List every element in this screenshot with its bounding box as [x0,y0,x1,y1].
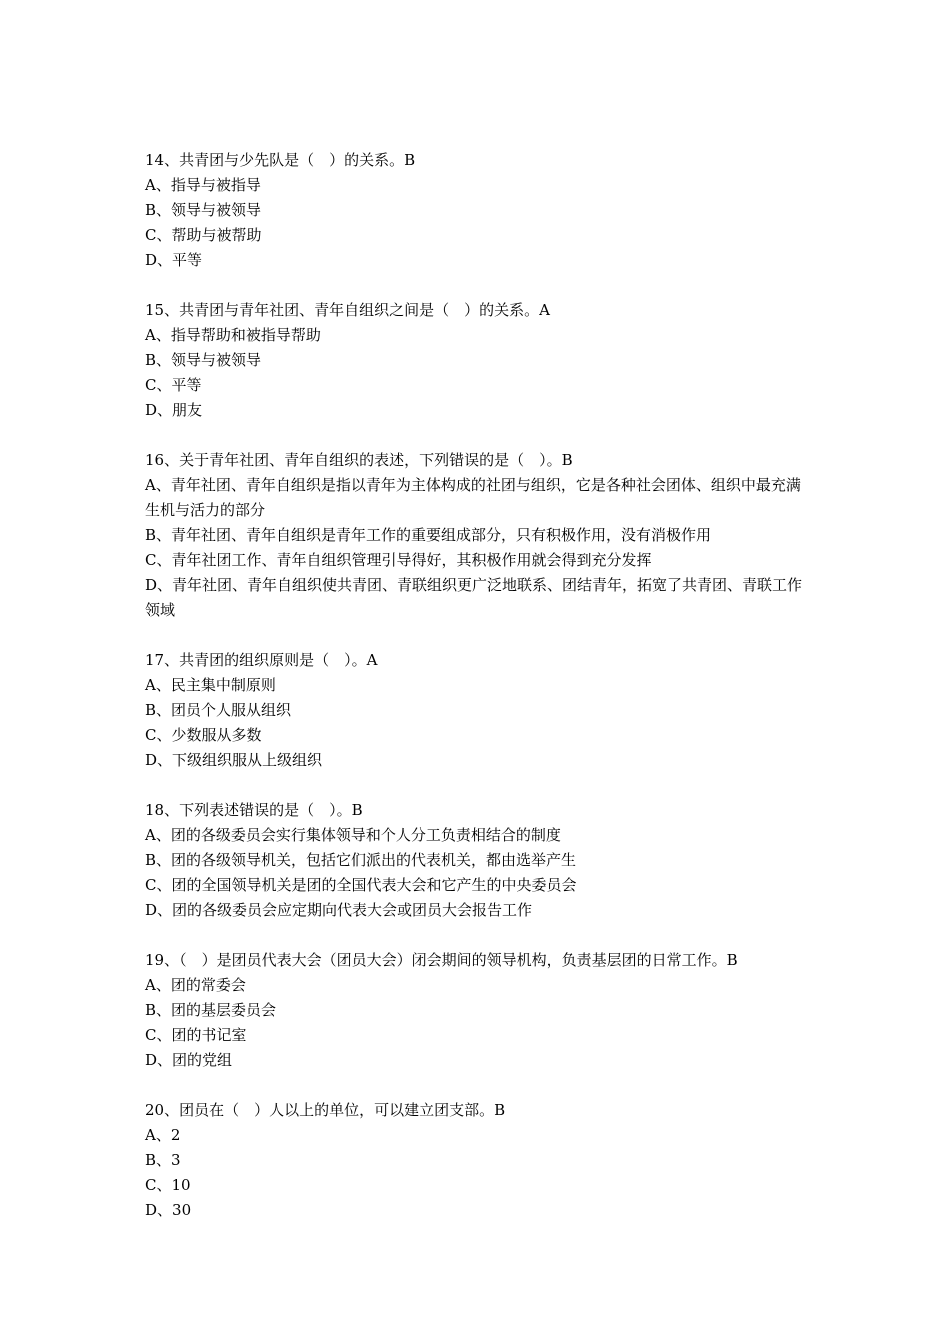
option-d: D、下级组织服从上级组织 [145,751,323,769]
option-b: B、领导与被领导 [145,351,262,369]
option-a: A、团的常委会 [145,976,246,994]
question-20 [145,1098,810,1223]
question-17 [145,648,810,773]
question-stem: 19、（ ）是团员代表大会（团员大会）闭会期间的领导机构，负责基层团的日常工作。B [145,951,738,969]
question-stem: 14、共青团与少先队是（ ）的关系。B [145,151,416,169]
option-a: A、2 [145,1126,181,1144]
option-c: C、帮助与被帮助 [145,226,262,244]
option-b: B、领导与被领导 [145,201,262,219]
question-stem: 20、团员在（ ）人以上的单位，可以建立团支部。B [145,1101,506,1119]
option-a: A、指导帮助和被指导帮助 [145,326,321,344]
option-b: B、团的各级领导机关，包括它们派出的代表机关，都由选举产生 [145,851,577,869]
question-stem: 18、下列表述错误的是（ ）。B [145,801,363,819]
option-b: B、团的基层委员会 [145,1001,277,1019]
question-16 [145,448,810,623]
question-19 [145,948,810,1073]
option-a: A、青年社团、青年自组织是指以青年为主体构成的社团与组织，它是各种社会团体、组织中最充满生机与活力的部分 [145,476,801,519]
option-a: A、指导与被指导 [145,176,261,194]
option-c: C、团的书记室 [145,1026,247,1044]
option-d: D、30 [145,1201,192,1219]
question-stem: 17、共青团的组织原则是（ ）。A [145,651,378,669]
question-stem: 16、关于青年社团、青年自组织的表述，下列错误的是（ ）。B [145,451,573,469]
option-c: C、团的全国领导机关是团的全国代表大会和它产生的中央委员会 [145,876,577,894]
question-15 [145,298,810,423]
option-b: B、团员个人服从组织 [145,701,292,719]
option-a: A、民主集中制原则 [145,676,276,694]
option-c: C、平等 [145,376,202,394]
question-stem: 15、共青团与青年社团、青年自组织之间是（ ）的关系。A [145,301,550,319]
option-c: C、10 [145,1176,191,1194]
question-14 [145,148,810,273]
option-b: B、3 [145,1151,181,1169]
option-b: B、青年社团、青年自组织是青年工作的重要组成部分，只有积极作用，没有消极作用 [145,526,712,544]
question-18 [145,798,810,923]
option-d: D、平等 [145,251,203,269]
option-d: D、团的党组 [145,1051,233,1069]
option-a: A、团的各级委员会实行集体领导和个人分工负责相结合的制度 [145,826,561,844]
option-c: C、少数服从多数 [145,726,262,744]
question-list [145,148,810,1248]
option-d: D、团的各级委员会应定期向代表大会或团员大会报告工作 [145,901,533,919]
option-c: C、青年社团工作、青年自组织管理引导得好，其积极作用就会得到充分发挥 [145,551,652,569]
option-d: D、朋友 [145,401,203,419]
option-d: D、青年社团、青年自组织使共青团、青联组织更广泛地联系、团结青年，拓宽了共青团、青联工作领域 [145,576,803,619]
